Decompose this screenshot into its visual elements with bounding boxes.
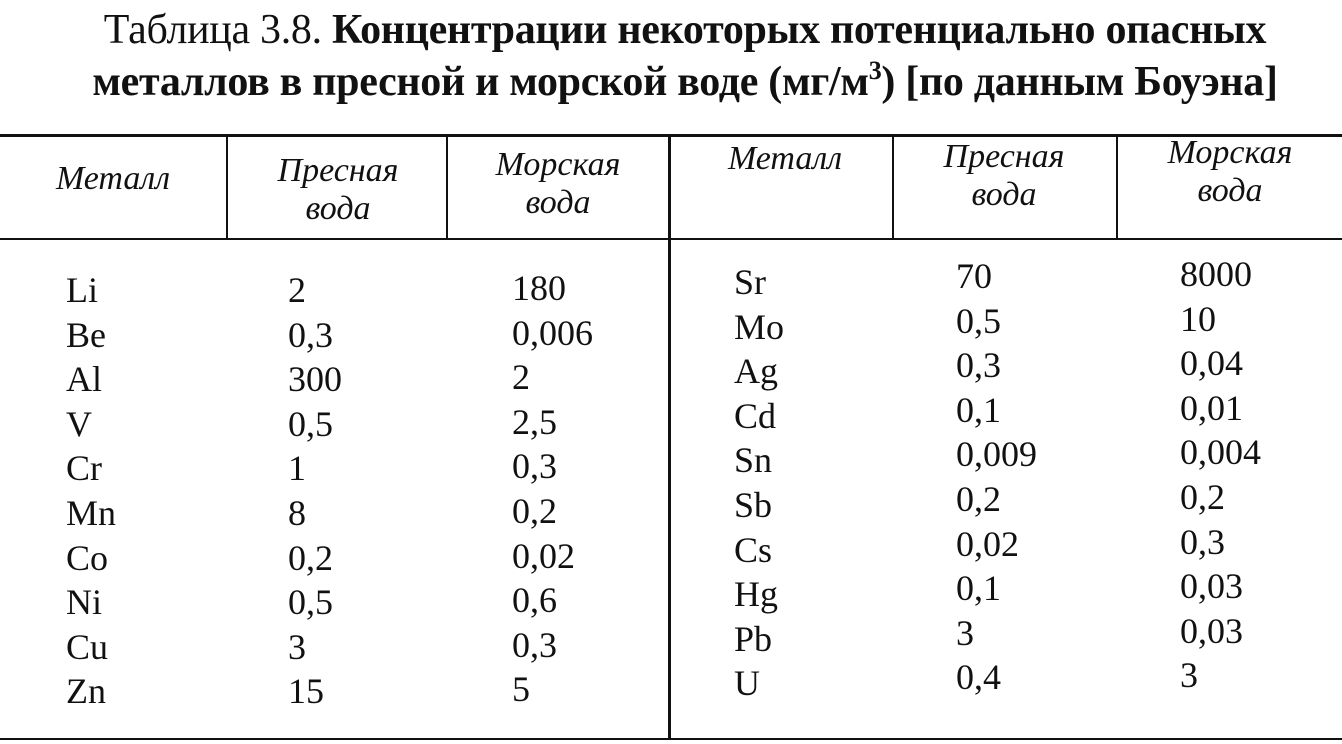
table-cell: 0,02: [512, 535, 575, 576]
table-cell: Sb: [734, 484, 773, 525]
table-cell: Sr: [734, 262, 767, 302]
table-cell: Cu: [66, 626, 109, 667]
table-cell: 0,3: [288, 314, 333, 355]
table-cell: Cd: [734, 395, 777, 436]
header-sea-right-line2: вода: [1197, 172, 1263, 209]
table-cell: 0,03: [1180, 566, 1243, 607]
caption-label: Таблица 3.8.: [103, 7, 322, 53]
table-cell: 2,5: [512, 401, 557, 442]
caption-line-1: [40, 4, 1330, 56]
right-fresh-column: [956, 254, 1037, 700]
caption-title-part-1: Концентрации некоторых потенциально опасных: [332, 7, 1267, 53]
header-sea-right-line1: Морская: [1167, 134, 1293, 171]
left-sea-column: [512, 266, 593, 712]
table-cell: Al: [66, 359, 102, 400]
right-sea-column: [1180, 252, 1261, 698]
table-cell: Be: [66, 314, 106, 355]
header-fresh-left: [240, 152, 436, 228]
table-cell: 0,04: [1180, 343, 1243, 384]
table-cell: Hg: [734, 574, 778, 615]
table-cell: 10: [1180, 298, 1216, 339]
table-cell: 0,6: [512, 580, 557, 621]
header-sea-right: [1128, 134, 1332, 210]
header-fresh-right: [904, 138, 1104, 214]
header-fresh-left-line2: вода: [305, 190, 371, 227]
table-cell: 0,5: [956, 300, 1001, 341]
table-cell: 0,004: [1180, 432, 1261, 473]
table-cell: 0,5: [288, 582, 333, 623]
table-cell: Ag: [734, 351, 778, 392]
table-cell: 3: [956, 612, 974, 653]
table-cell: Cr: [66, 448, 102, 489]
table-cell: Zn: [66, 671, 106, 712]
table-cell: 0,03: [1180, 610, 1243, 651]
table-cell: Ni: [66, 582, 102, 623]
table-cell: 0,3: [956, 345, 1001, 386]
table-center-divider: [668, 136, 671, 740]
header-metal-left: [20, 160, 206, 198]
left-fresh-column: [288, 268, 342, 714]
table-cell: 0,2: [512, 490, 557, 531]
table-cell: V: [66, 403, 92, 444]
header-fresh-left-line1: Пресная: [277, 152, 399, 189]
table-cell: 8: [288, 492, 306, 533]
table-cell: 15: [288, 671, 324, 712]
header-metal-left-text: Металл: [55, 160, 171, 197]
table-cell: 0,006: [512, 312, 593, 353]
header-bottom-rule: [0, 238, 1342, 240]
table-cell: 2: [512, 357, 530, 398]
table-cell: 0,5: [288, 403, 333, 444]
table-cell: 0,01: [1180, 387, 1243, 428]
table-cell: 0,1: [956, 389, 1001, 430]
table-cell: 1: [288, 448, 306, 489]
table-cell: Sn: [734, 440, 773, 481]
table-cell: 300: [288, 359, 342, 400]
left-metal-column: [66, 268, 116, 714]
table-cell: 70: [956, 256, 992, 296]
header-divider-2: [446, 136, 448, 240]
table-cell: Pb: [734, 618, 773, 659]
header-divider-5: [1116, 136, 1118, 240]
header-divider-1: [226, 136, 228, 240]
caption-line-2: [40, 56, 1330, 108]
header-fresh-right-line2: вода: [971, 176, 1037, 213]
table-cell: 0,2: [956, 478, 1001, 519]
table-cell: 0,3: [512, 624, 557, 665]
header-fresh-right-line1: Пресная: [943, 138, 1065, 175]
table-cell: Cs: [734, 529, 773, 570]
table-cell: Mo: [734, 306, 785, 347]
table-cell: 0,009: [956, 434, 1037, 475]
header-sea-left: [458, 146, 658, 222]
caption-superscript: 3: [868, 56, 882, 85]
table-caption: [40, 4, 1330, 108]
table-cell: 0,2: [288, 537, 333, 578]
table-cell: Mn: [66, 492, 117, 533]
table-cell: 5: [512, 669, 530, 710]
table-cell: Co: [66, 537, 109, 578]
table-cell: 0,3: [512, 446, 557, 487]
table-cell: 3: [288, 626, 306, 667]
header-sea-left-line1: Морская: [495, 146, 621, 183]
table-cell: 180: [512, 268, 566, 308]
header-sea-left-line2: вода: [525, 184, 591, 221]
table-bottom-rule: [0, 738, 1342, 740]
table-cell: 0,02: [956, 523, 1019, 564]
table-cell: 2: [288, 270, 306, 310]
header-divider-4: [892, 136, 894, 240]
table-cell: 8000: [1180, 254, 1252, 294]
caption-title-part-2: металлов в пресной и морской воде (мг/м: [92, 59, 869, 105]
table-cell: 0,4: [956, 657, 1001, 698]
header-metal-right: [690, 140, 880, 178]
table-cell: 0,2: [1180, 476, 1225, 517]
table-cell: 3: [1180, 655, 1198, 696]
right-metal-column: [734, 260, 784, 706]
header-metal-right-text: Металл: [727, 140, 843, 177]
table-cell: 0,1: [956, 568, 1001, 609]
table-cell: U: [734, 663, 760, 704]
table-cell: Li: [66, 270, 98, 310]
caption-title-part-3: ) [по данным Боуэна]: [881, 59, 1278, 105]
table-cell: 0,3: [1180, 521, 1225, 562]
